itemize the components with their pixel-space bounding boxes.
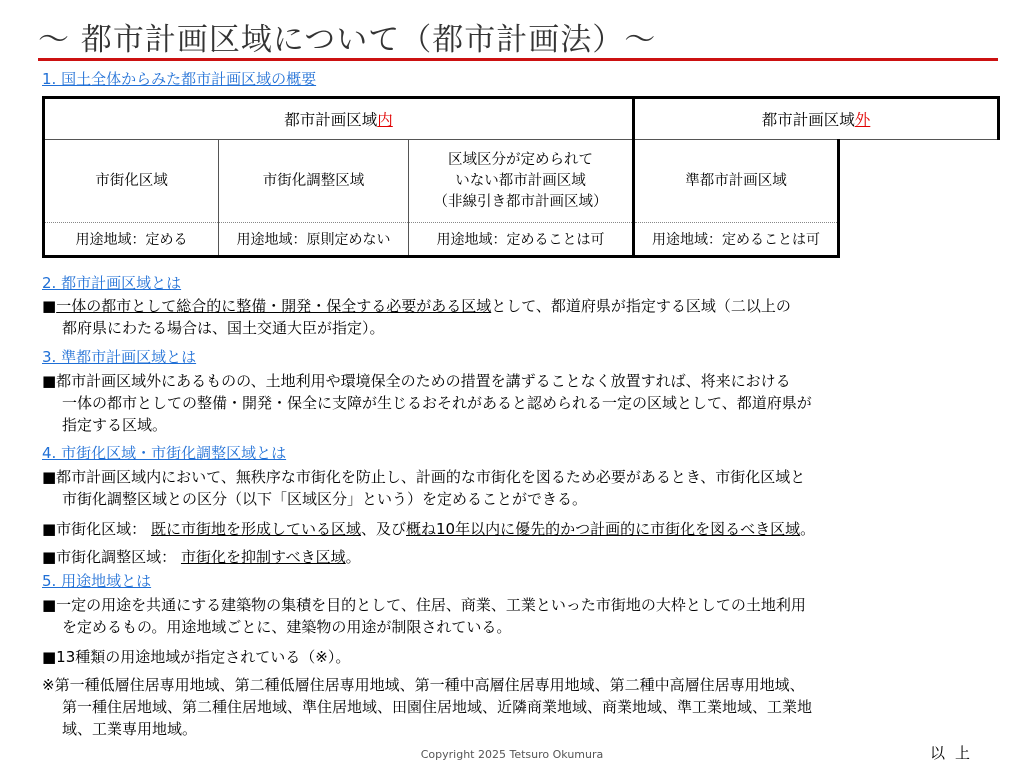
- section-3-text: ■都市計画区域外にあるものの、土地利用や環境保全のための措置を講ずることなく放置すれば、将来における 一体の都市としての整備・開発・保全に支障が生じるおそれがあると認められる一定の区域として、都道府県が 指定する区域。: [42, 372, 812, 434]
- page-title: ～ 都市計画区域について（都市計画法）～: [38, 22, 657, 58]
- section-1-heading: 1. 国土全体からみた都市計画区域の概要: [42, 70, 317, 88]
- cell-urbanization-area: 市街化区域: [44, 140, 219, 223]
- closing-mark: 以上: [930, 744, 981, 762]
- inside-header: 都市計画区域内: [44, 98, 634, 140]
- use-non-divided-area: 用途地域：定めることは可: [409, 223, 634, 257]
- use-urbanization-area: 用途地域：定める: [44, 223, 219, 257]
- section-5-heading: 5. 用途地域とは: [42, 572, 152, 590]
- use-quasi-city-planning-area: 用途地域：定めることは可: [634, 223, 839, 257]
- section-2-text: ■一体の都市として総合的に整備・開発・保全する必要がある区域として、都道府県が指定する区域（二以上の 都府県にわたる場合は、国土交通大臣が指定）。: [42, 297, 791, 337]
- cell-non-divided-area: 区域区分が定められて いない都市計画区域 （非線引き都市計画区域）: [409, 140, 634, 223]
- cell-urbanization-control-area: 市街化調整区域: [219, 140, 409, 223]
- outside-header: 都市計画区域外: [634, 98, 999, 140]
- section-4-text: ■都市計画区域内において、無秩序な市街化を防止し、計画的な市街化を図るため必要があるとき、市街化区域と 市街化調整区域との区分（以下「区域区分」という）を定めることができる。 ■市街化区域： 既に市街地を形成している区域、及び概ね10年以内に優先的かつ計画的に市街化を図るべき区域。 ■市街化調整区域： 市街化を抑制すべき区域。: [42, 468, 816, 566]
- outside-marker: 外: [854, 111, 871, 129]
- empty-cell: [839, 140, 999, 257]
- section-3-heading: 3. 準都市計画区域とは: [42, 348, 197, 366]
- use-urbanization-control-area: 用途地域：原則定めない: [219, 223, 409, 257]
- overview-table: [42, 96, 1000, 258]
- section-5-text: ■一定の用途を共通にする建築物の集積を目的として、住居、商業、工業といった市街地の大枠としての土地利用 を定めるもの。用途地域ごとに、建築物の用途が制限されている。 ■13種類の用途地域が指定されている（※）。 ※第一種低層住居専用地域、第二種低層住居専用地域、第一種中高層住居専用地域、第二種中高層住居専用地域、 第一種住居地域、第二種住居地域、準住居地域、田園住居地域、近隣商業地域、商業地域、準工業地域、工業地 域、工業専用地域。: [42, 596, 813, 738]
- cell-quasi-city-planning-area: 準都市計画区域: [634, 140, 839, 223]
- inside-marker: 内: [377, 111, 393, 129]
- copyright: Copyright 2025 Tetsuro Okumura: [420, 748, 604, 761]
- section-4-heading: 4. 市街化区域・市街化調整区域とは: [42, 444, 287, 462]
- title-divider: [38, 58, 998, 61]
- section-2-heading: 2. 都市計画区域とは: [42, 274, 182, 292]
